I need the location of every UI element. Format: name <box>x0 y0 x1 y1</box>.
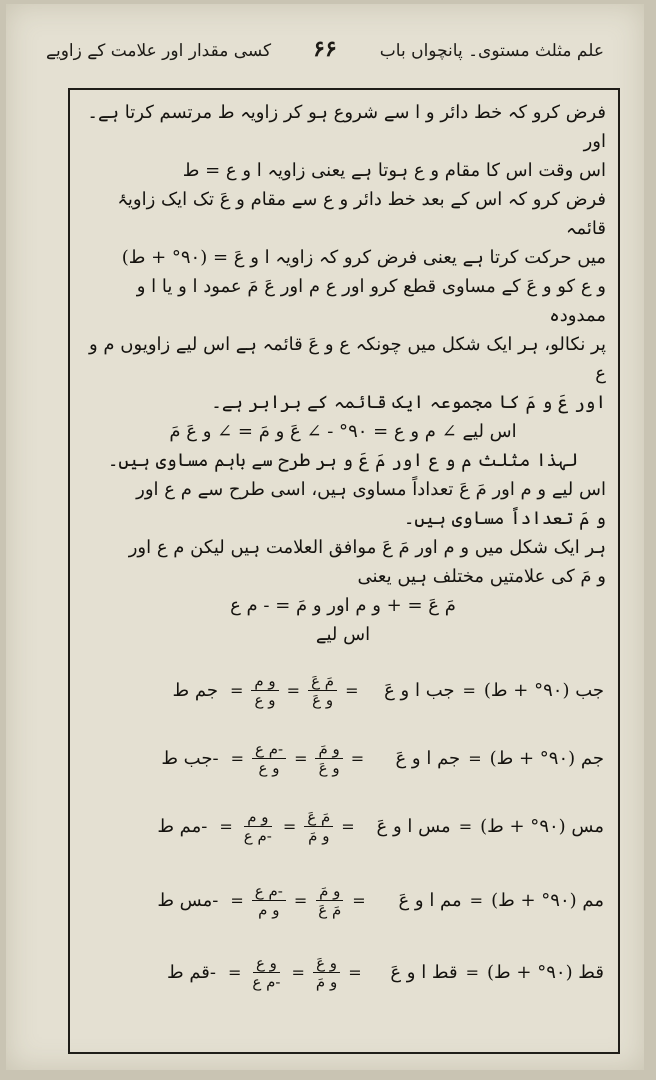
eq-sign: = <box>469 891 484 910</box>
paragraph-line: و ع کو و عَ کے مساوی قطع کرو اور ع م اور عَ مَ عمود ا و یا ا و ممدودہ <box>136 276 606 326</box>
equation-row-cos <box>120 740 604 777</box>
sign-relation: مَ عَ = + و م اور و مَ = - م ع <box>230 595 456 616</box>
eq-sign: = <box>341 817 355 836</box>
page-number: ۶۶ <box>313 36 337 62</box>
eq-sign: = <box>282 817 297 836</box>
fraction-denominator: و عَ <box>312 691 334 709</box>
equation-row-tan <box>120 808 604 845</box>
eq-lhs: جب (۹۰° + ط) <box>483 680 604 701</box>
equation-row-sin <box>120 672 604 709</box>
fraction-numerator: و عَ <box>313 954 340 973</box>
paragraph-line: لہذا مثلث م و ع اور مَ عَ و ہر طرح سے باہم مساوی ہیں۔ <box>107 450 579 471</box>
eq-result: -قم ط <box>166 962 216 983</box>
book-page <box>6 4 644 1070</box>
eq-sign: = <box>468 749 482 768</box>
eq-sign: = <box>462 681 476 700</box>
paragraph-line: میں حرکت کرتا ہے یعنی فرض کرو کہ زاویہ ا و عَ = (۹۰° + ط) <box>121 247 606 268</box>
paragraph-line: اس لیے و م اور مَ عَ تعداداً مساوی ہیں، اسی طرح سے م ع اور <box>136 479 606 500</box>
fraction-numerator: مَ عَ <box>304 808 333 827</box>
eq-lhs: مس (۹۰° + ط) <box>480 816 604 837</box>
eq-result: -مم ط <box>157 816 208 837</box>
fraction-denominator: و ع <box>254 691 276 709</box>
eq-sign: = <box>291 963 305 982</box>
eq-lhs: قط (۹۰° + ط) <box>487 962 604 983</box>
content-frame <box>68 88 620 1054</box>
fraction <box>252 740 286 777</box>
eq-sign: = <box>350 749 365 768</box>
fraction <box>315 882 344 919</box>
eq-sign: = <box>229 681 244 700</box>
fraction-numerator: -م ع <box>252 740 286 759</box>
eq-result: -مس ط <box>157 890 219 911</box>
section-title: کسی مقدار اور علامت کے زاویے <box>46 41 272 61</box>
fraction-denominator: و مَ <box>315 973 338 991</box>
fraction-numerator: مَ عَ <box>308 672 337 691</box>
paragraph-line: اور عَ و مَ کا مجموعہ ایک قائمہ کے برابر ہے۔ <box>211 392 606 413</box>
eq-mid: جم ا و عَ <box>395 748 461 769</box>
fraction <box>304 808 333 845</box>
eq-sign: = <box>345 681 359 700</box>
paragraph-line: اس وقت اس کا مقام و ع ہوتا ہے یعنی زاویہ ا و ع = ط <box>182 160 606 181</box>
eq-sign: = <box>230 749 244 768</box>
fraction-numerator: و مَ <box>315 740 342 759</box>
fraction-numerator: -م ع <box>252 882 286 901</box>
fraction-denominator: و مَ <box>308 827 330 845</box>
fraction-denominator: و ع <box>258 759 280 777</box>
eq-sign: = <box>348 963 362 982</box>
fraction <box>249 954 283 991</box>
eq-mid: جب ا و عَ <box>384 680 455 701</box>
equation-row-cot <box>120 882 604 919</box>
fraction <box>313 954 340 991</box>
fraction-denominator: و م <box>258 901 280 919</box>
chapter-title: علم مثلث مستوی۔ پانچواں باب <box>379 41 604 61</box>
paragraph-line: و مَ کی علامتیں مختلف ہیں یعنی <box>357 566 606 587</box>
eq-sign: = <box>465 963 480 982</box>
eq-sign: = <box>219 817 233 836</box>
paragraph-line: فرض کرو کہ خط دائر و ا سے شروع ہو کر زاویہ ط مرتسم کرتا ہے۔ اور <box>87 102 606 152</box>
fraction-numerator: و م <box>251 672 278 691</box>
eq-lhs: مم (۹۰° + ط) <box>491 890 604 911</box>
fraction-numerator: و مَ <box>316 882 343 901</box>
eq-sign: = <box>352 891 366 910</box>
fraction <box>308 672 337 709</box>
body-text <box>80 98 606 649</box>
fraction <box>252 882 286 919</box>
fraction-denominator: مَ عَ <box>318 901 342 919</box>
paragraph-line: پر نکالو، ہر ایک شکل میں چونکہ ع و عَ قائمہ ہے اس لیے زاویوں م و ع <box>89 334 606 384</box>
angle-equation: اس لیے ∠ م و ع = ۹۰° - ∠ عَ و مَ = ∠ و عَ مَ <box>169 421 517 442</box>
eq-lhs: جم (۹۰° + ط) <box>489 748 604 769</box>
fraction <box>315 740 342 777</box>
fraction <box>241 808 275 845</box>
fraction-denominator: -م ع <box>252 973 281 991</box>
fraction-numerator: و م <box>244 808 271 827</box>
paragraph-line: فرض کرو کہ اس کے بعد خط دائر و ع سے مقام و عَ تک ایک زاویۂ قائمہ <box>117 189 606 239</box>
paragraph-line: اس لیے <box>315 624 371 645</box>
equation-row-sec <box>120 954 604 991</box>
eq-result: جم ط <box>172 680 218 701</box>
eq-sign: = <box>228 963 242 982</box>
eq-sign: = <box>294 749 308 768</box>
paragraph-line: و مَ تعداداً مساوی ہیں۔ <box>403 508 606 529</box>
eq-sign: = <box>293 891 308 910</box>
eq-sign: = <box>458 817 473 836</box>
fraction <box>251 672 278 709</box>
fraction-numerator: و ع <box>253 954 280 973</box>
eq-result: -جب ط <box>161 748 219 769</box>
eq-sign: = <box>230 891 244 910</box>
fraction-denominator: و عَ <box>318 759 340 777</box>
eq-mid: قط ا و عَ <box>390 962 458 983</box>
fraction-denominator: -م ع <box>243 827 272 845</box>
eq-mid: مم ا و عَ <box>398 890 462 911</box>
eq-mid: مس ا و عَ <box>376 816 451 837</box>
eq-sign: = <box>286 681 301 700</box>
paragraph-line: ہر ایک شکل میں و م اور مَ عَ موافق العلامت ہیں لیکن م ع اور <box>128 537 606 558</box>
running-header <box>36 36 614 70</box>
